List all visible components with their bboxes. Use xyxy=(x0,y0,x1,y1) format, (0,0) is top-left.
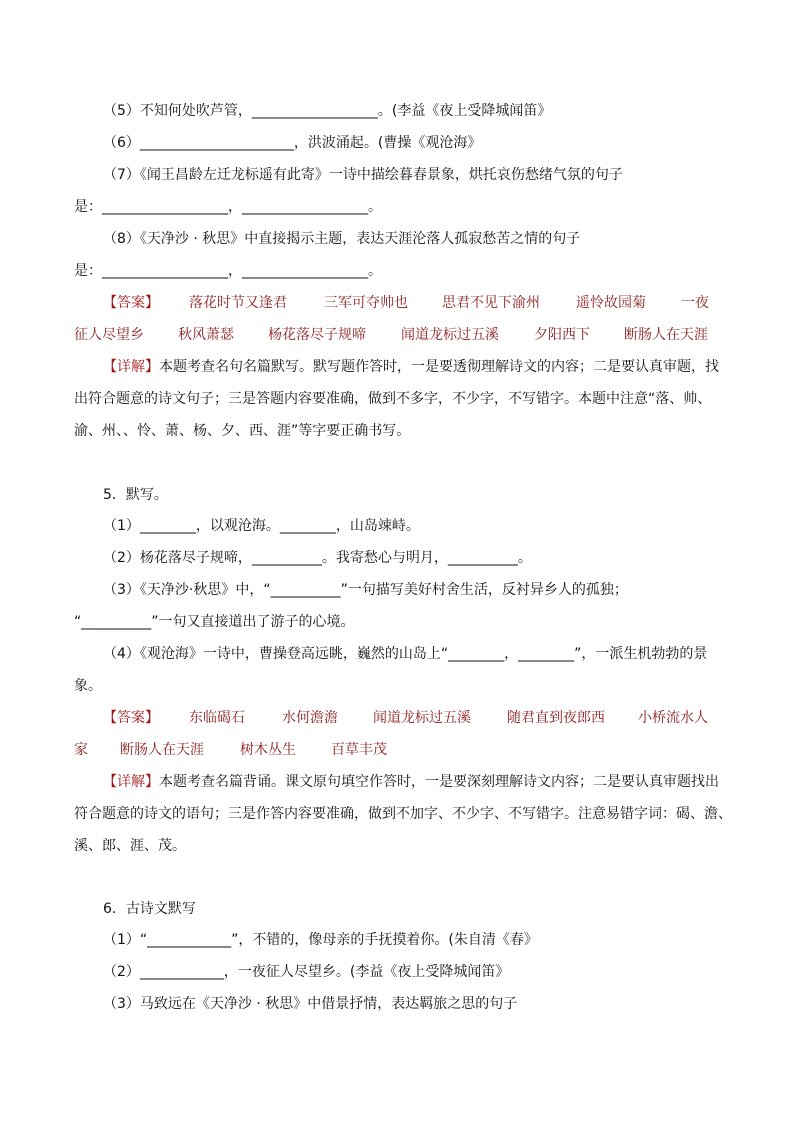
q4-detail-line2: 出符合题意的诗文句子；三是答题内容要准确，做到不多字，不少字，不写错字。本题中注意“落、帅、 xyxy=(74,391,712,407)
q5-item-1: （1）________，以观沧海。________，山岛竦峙。 xyxy=(103,518,420,534)
q6-title: 6．古诗文默写 xyxy=(103,901,196,917)
q4-item-5: （5）不知何处吹芦管，__________________。(李益《夜上受降城闻笛》 xyxy=(103,103,552,119)
q5-item-3-line1: （3）《天净沙·秋思》中，“__________”一句描写美好村舍生活，反衬异乡人的孤独； xyxy=(103,582,628,598)
q4-detail-line1: 【详解】本题考查名句名篇默写。默写题作答时，一是要透彻理解诗文的内容；二是要认真审题，找 xyxy=(103,359,719,375)
q5-answer-item: 水何澹澹 xyxy=(282,710,338,726)
q5-detail-line3: 溪、郎、涯、茂。 xyxy=(74,838,186,854)
q5-answer-item: 东临碣石 xyxy=(189,710,245,726)
q5-answer-item: 百草丰茂 xyxy=(331,742,387,758)
q4-answer-item: 一夜 xyxy=(681,295,709,311)
q5-item-4-line2: 象。 xyxy=(74,678,102,694)
q4-answer-item: 思君不见下渝州 xyxy=(442,295,540,311)
q4-answer-item: 征人尽望乡 xyxy=(74,327,144,343)
q4-answer-item: 杨花落尽子规啼 xyxy=(268,327,366,343)
q4-item-7-line1: （7）《闻王昌龄左迁龙标遥有此寄》一诗中描绘暮春景象，烘托哀伤愁绪气氛的句子 xyxy=(103,167,623,183)
q4-item-8-line2: 是：__________________，__________________。 xyxy=(74,263,382,279)
q5-item-4-line1: （4）《观沧海》一诗中，曹操登高远眺，巍然的山岛上“________，________”，一派生机勃勃的景 xyxy=(103,646,708,662)
q5-answer-item: 树木丛生 xyxy=(240,742,296,758)
q6-item-3: （3）马致远在《天净沙 · 秋思》中借景抒情，表达羁旅之思的句子 xyxy=(103,996,518,1012)
q5-answer-item: 断肠人在天涯 xyxy=(120,742,204,758)
q4-detail-line3: 渝、州、、怜、萧、杨、夕、西、涯”等字要正确书写。 xyxy=(74,423,411,439)
q5-answer-tag: 【答案】 xyxy=(103,710,159,726)
q4-answer-item: 夕阳西下 xyxy=(534,327,590,343)
q4-item-8-line1: （8）《天净沙 · 秋思》中直接揭示主题，表达天涯沦落人孤寂愁苦之情的句子 xyxy=(103,231,581,247)
q4-answer-item: 断肠人在天涯 xyxy=(624,327,708,343)
q5-answer-item: 家 xyxy=(74,742,88,758)
q4-answer-item: 落花时节又逢君 xyxy=(189,295,287,311)
q6-item-1: （1）“____________”，不错的，像母亲的手抚摸着你。(朱自清《春》 xyxy=(103,932,538,948)
q5-answer-item: 闻道龙标过五溪 xyxy=(373,710,471,726)
q4-answer-item: 闻道龙标过五溪 xyxy=(401,327,499,343)
q5-item-2: （2）杨花落尽子规啼，__________。我寄愁心与明月，__________。 xyxy=(103,550,532,566)
q4-item-7-line2: 是：__________________，__________________。 xyxy=(74,199,382,215)
q5-answer-item: 随君直到夜郎西 xyxy=(507,710,605,726)
q5-item-3-line2: “__________”一句又直接道出了游子的心境。 xyxy=(74,614,355,630)
q4-answer-item: 秋风萧瑟 xyxy=(178,327,234,343)
q4-answer-item: 三军可夺帅也 xyxy=(324,295,408,311)
q5-answer-item: 小桥流水人 xyxy=(638,710,708,726)
q4-item-6: （6）______________________，洪波涌起。(曹操《观沧海》 xyxy=(103,135,482,151)
q5-detail-line2: 符合题意的诗文的语句；三是作答内容要准确，做到不加字、不少字、不写错字。注意易错字词：碣、澹、 xyxy=(74,806,732,822)
q6-item-2: （2）____________，一夜征人尽望乡。(李益《夜上受降城闻笛》 xyxy=(103,964,510,980)
q4-answer-item: 遥怜故园菊 xyxy=(576,295,646,311)
q5-title: 5．默写。 xyxy=(103,487,168,503)
q5-detail-line1: 【详解】本题考查名篇背诵。课文原句填空作答时，一是要深刻理解诗文内容；二是要认真审题找出 xyxy=(103,774,719,790)
q4-answer-tag: 【答案】 xyxy=(103,295,159,311)
